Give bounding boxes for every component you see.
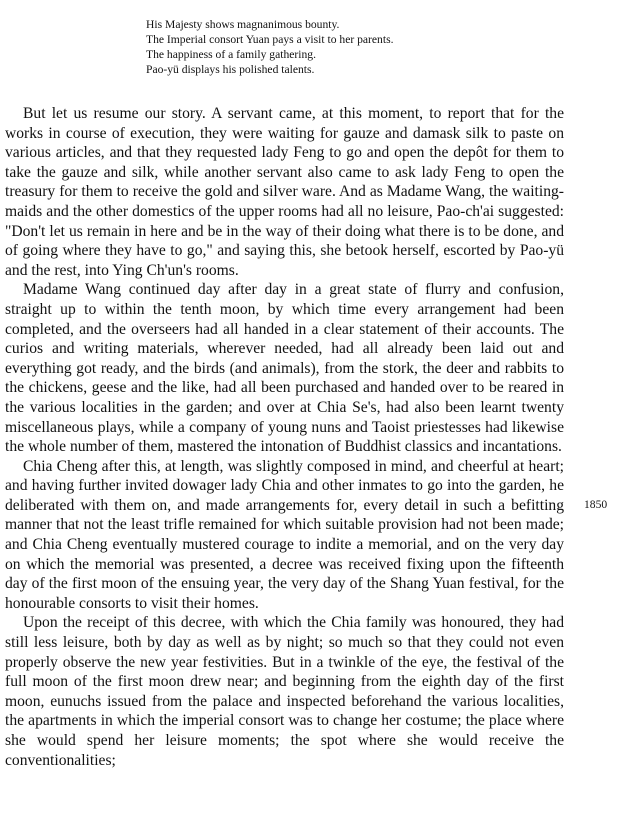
paragraph: But let us resume our story. A servant came, at this moment, to report that for the works in course of execution, they were waiting for gauze and damask silk to paste on various articles, and that they requested lady Feng to go and open the depôt for them to take the gauze and silk, while another servant also came to ask lady Feng to open the treasury for them to receive the gold and silver ware. And as Madame Wang, the waiting-maids and the other domestics of the upper rooms had all no leisure, Pao-ch'ai suggested: "Don't let us remain in here and be in the way of their doing what there is to be done, and of going where they have to go," and saying this, she betook herself, escorted by Pao-yü and the rest, into Ying Ch'un's rooms. [5, 105, 564, 279]
margin-page-number: 1850 [584, 498, 608, 511]
summary-line: The Imperial consort Yuan pays a visit to her parents. [146, 33, 394, 46]
summary-line: The happiness of a family gathering. [146, 48, 316, 61]
paragraph: Upon the receipt of this decree, with which the Chia family was honoured, they had still less leisure, both by day as well as by night; so much so that they could not even properly observe the new year festivities. But in a twinkle of the eye, the festival of the full moon of the first moon drew near; and beginning from the eighth day of the first moon, eunuchs issued from the palace and inspected beforehand the various localities, the apartments in which the imperial consort was to change her costume; the place where she would spend her leisure moments; the spot where she would receive the conventionalities; [5, 614, 564, 769]
summary-line: Pao-yü displays his polished talents. [146, 63, 315, 76]
paragraph: Chia Cheng after this, at length, was slightly composed in mind, and cheerful at heart; and having further invited dowager lady Chia and other inmates to go into the garden, he deliberated with them on, and made arrangements for, every detail in such a befitting manner that not the least trifle remained for which suitable provision had not been made; and Chia Cheng eventually mustered courage to indite a memorial, and on the very day on which the memorial was presented, a decree was received fixing upon the fifteenth day of the first moon of the ensuing year, the very day of the Shang Yuan festival, for the honourable consorts to visit their homes. [5, 457, 564, 612]
summary-line: His Majesty shows magnanimous bounty. [146, 18, 340, 31]
body-text [5, 104, 564, 770]
chapter-summary [146, 17, 476, 77]
paragraph: Madame Wang continued day after day in a great state of flurry and confusion, straight up to within the tenth moon, by which time every arrangement had been completed, and the overseers had all handed in a clear statement of their accounts. The curios and writing materials, wherever needed, had all already been laid out and everything got ready, and the birds (and animals), from the stork, the deer and rabbits to the chickens, geese and the like, had all been purchased and handed over to be reared in the various localities in the garden; and over at Chia Se's, had also been learnt twenty miscellaneous plays, while a company of young nuns and Taoist priestesses had likewise the whole number of them, mastered the intonation of Buddhist classics and incantations. [5, 281, 564, 456]
